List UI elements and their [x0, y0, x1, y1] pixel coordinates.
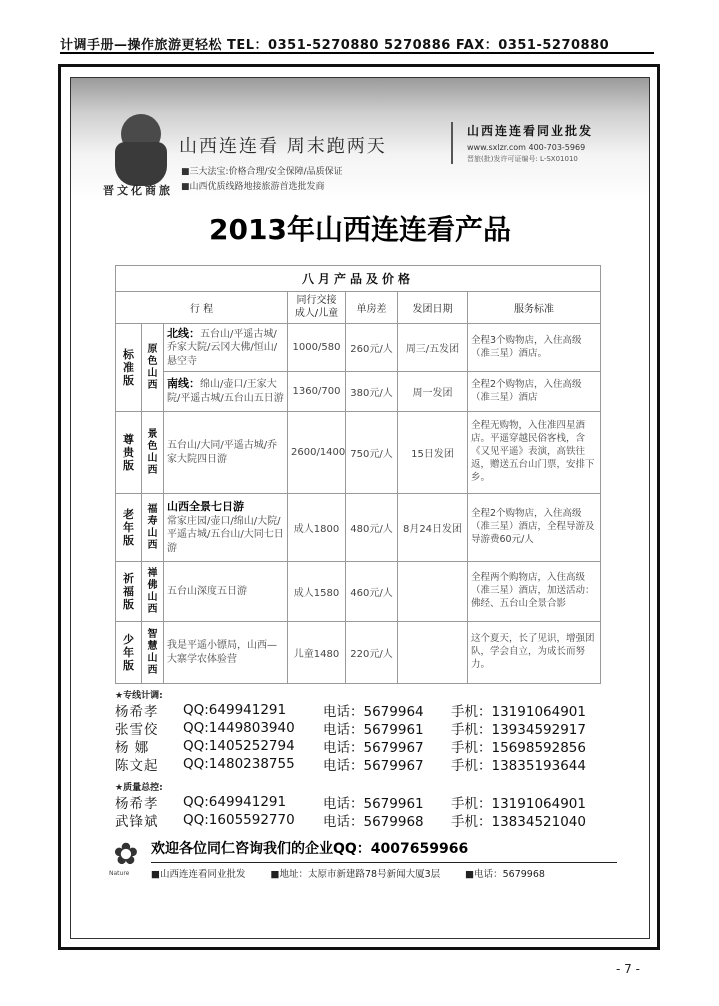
contact-name: 张雪佼 [115, 722, 159, 738]
col-header-service: 服务标准 [468, 292, 601, 324]
price: 2600/1400 [288, 412, 346, 494]
route-text: 五台山深度五日游 [167, 585, 247, 597]
table-row [116, 372, 601, 412]
single-supplement: 380元/人 [346, 372, 398, 412]
table-row [116, 562, 601, 622]
company-title: 山西连连看同业批发 [467, 124, 594, 138]
page-number: - 7 - [616, 962, 640, 976]
contact-row [115, 811, 605, 829]
single-supplement: 460元/人 [346, 562, 398, 622]
contact-name: 杨 娜 [115, 740, 150, 756]
contacts-section [115, 688, 605, 773]
route-label: 北线： [167, 326, 200, 340]
feature-line: ■三大法宝:价格合理/安全保障/品质保证 [181, 167, 343, 177]
departure-date [398, 562, 468, 622]
sub-label: 景色山西 [142, 412, 164, 494]
contact-name: 武锋斌 [115, 814, 159, 830]
contact-tel: 电话：5679967 [323, 758, 424, 774]
service-standard: 全程2个购物店，入住高级（准三星）酒店 [468, 372, 601, 412]
sub-label: 智慧山西 [142, 622, 164, 684]
contact-name: 陈文起 [115, 758, 159, 774]
category-label: 少年版 [116, 622, 142, 684]
sub-label: 原色山西 [142, 324, 164, 412]
single-supplement: 750元/人 [346, 412, 398, 494]
flower-logo-icon: ✿ [113, 837, 139, 872]
contact-mobile: 手机：13934592917 [451, 722, 586, 738]
contact-qq: QQ:649941291 [183, 794, 287, 810]
table-title: 八月产品及价格 [116, 266, 601, 292]
info-address: ■地址：太原市新建路78号新闻大厦3层 [270, 869, 441, 880]
service-standard: 全程3个购物店，入住高级（准三星）酒店。 [468, 324, 601, 372]
contact-mobile: 手机：13191064901 [451, 796, 586, 812]
contact-tel: 电话：5679964 [323, 704, 424, 720]
sub-label: 禅佛山西 [142, 562, 164, 622]
single-supplement: 220元/人 [346, 622, 398, 684]
welcome-line: 欢迎各位同仁咨询我们的企业QQ：4007659966 [151, 841, 469, 857]
company-license: 晋旅(批)发许可证编号: L-SX01010 [467, 155, 578, 163]
route-text: 五台山/平遥古城/乔家大院/云冈大佛/恒山/悬空寺 [167, 328, 278, 367]
col-header-price: 同行交接 成人/儿童 [288, 292, 346, 324]
table-row [116, 494, 601, 562]
route-label: 南线： [167, 377, 200, 391]
contact-mobile: 手机：13835193644 [451, 758, 586, 774]
contact-row [115, 701, 605, 719]
contact-mobile: 手机：13834521040 [451, 814, 586, 830]
service-standard: 全程两个购物店，入住高级（准三星）酒店，加送活动：佛经、五台山全景合影 [468, 562, 601, 622]
price: 1360/700 [288, 372, 346, 412]
table-row [116, 412, 601, 494]
contact-mobile: 手机：15698592856 [451, 740, 586, 756]
single-supplement: 260元/人 [346, 324, 398, 372]
bottom-bar [107, 836, 617, 882]
departure-date: 15日发团 [398, 412, 468, 494]
contact-row [115, 755, 605, 773]
table-row [116, 324, 601, 372]
contact-qq: QQ:1405252794 [183, 738, 295, 754]
feature-line: ■山西优质线路地接旅游首选批发商 [181, 182, 325, 192]
col-header-single: 单房差 [346, 292, 398, 324]
contact-row [115, 719, 605, 737]
contact-tel: 电话：5679961 [323, 796, 424, 812]
price: 1000/580 [288, 324, 346, 372]
contact-tel: 电话：5679967 [323, 740, 424, 756]
route-label: 山西全景七日游 [167, 499, 244, 513]
page-header: 计调手册—操作旅游更轻松 TEL：0351-5270880 5270886 FAX：0351-5270880 [60, 34, 654, 54]
departure-date [398, 622, 468, 684]
departure-date: 周三/五发团 [398, 324, 468, 372]
col-header-departure: 发团日期 [398, 292, 468, 324]
route-text: 绵山/壶口/王家大院/平遥古城/五台山五日游 [167, 379, 284, 405]
contact-qq: QQ:649941291 [183, 702, 287, 718]
info-line [151, 862, 617, 880]
sub-label: 福寿山西 [142, 494, 164, 562]
banner [71, 78, 649, 202]
table-row [116, 622, 601, 684]
single-supplement: 480元/人 [346, 494, 398, 562]
price: 成人1800 [288, 494, 346, 562]
info-phone: ■电话：5679968 [465, 869, 545, 880]
product-table [115, 265, 601, 684]
contact-tel: 电话：5679961 [323, 722, 424, 738]
service-standard: 全程无购物，入住准四星酒店。平遥穿越民俗客栈，含《又见平遥》表演，高铁往返，赠送五台山门票，安排下乡。 [468, 412, 601, 494]
info-company: ■山西连连看同业批发 [151, 869, 246, 880]
service-standard: 全程2个购物店，入住高级（准三星）酒店，全程导游及导游费60元/人 [468, 494, 601, 562]
category-label: 祈福版 [116, 562, 142, 622]
category-label: 标准版 [116, 324, 142, 412]
main-title: 2013年山西连连看产品 [209, 213, 511, 246]
departure-date: 周一发团 [398, 372, 468, 412]
flyer [70, 77, 650, 939]
quality-header: ★质量总控: [115, 783, 163, 793]
col-header-route: 行 程 [116, 292, 288, 324]
price: 成人1580 [288, 562, 346, 622]
contact-qq: QQ:1480238755 [183, 756, 295, 772]
contacts-header: ★专线计调: [115, 691, 163, 701]
contact-mobile: 手机：13191064901 [451, 704, 586, 720]
contact-name: 杨希孝 [115, 704, 159, 720]
company-website: www.sxlzr.com 400-703-5969 [467, 143, 586, 152]
contact-tel: 电话：5679968 [323, 814, 424, 830]
contact-row [115, 737, 605, 755]
category-label: 尊贵版 [116, 412, 142, 494]
contact-row [115, 793, 605, 811]
route-text: 五台山/大同/平遥古城/乔家大院四日游 [167, 440, 278, 465]
logo-label: Nature [109, 870, 130, 877]
route-text: 常家庄园/壶口/绵山/大院/平遥古城/五台山/大同七日游 [167, 515, 284, 554]
price: 儿童1480 [288, 622, 346, 684]
category-label: 老年版 [116, 494, 142, 562]
departure-date: 8月24日发团 [398, 494, 468, 562]
mascot-body [115, 142, 167, 186]
company-block [451, 122, 641, 164]
contact-name: 杨希孝 [115, 796, 159, 812]
slogan: 山西连连看 周末跑两天 [179, 136, 387, 157]
quality-section [115, 780, 605, 829]
contact-qq: QQ:1449803940 [183, 720, 295, 736]
brand-logo-text: 晋文化商旅 [103, 184, 173, 197]
service-standard: 这个夏天，长了见识，增强团队，学会自立，为成长而努力。 [468, 622, 601, 684]
contact-qq: QQ:1605592770 [183, 812, 295, 828]
route-text: 我是平遥小镖局，山西—大寨学农体验营 [167, 640, 277, 665]
